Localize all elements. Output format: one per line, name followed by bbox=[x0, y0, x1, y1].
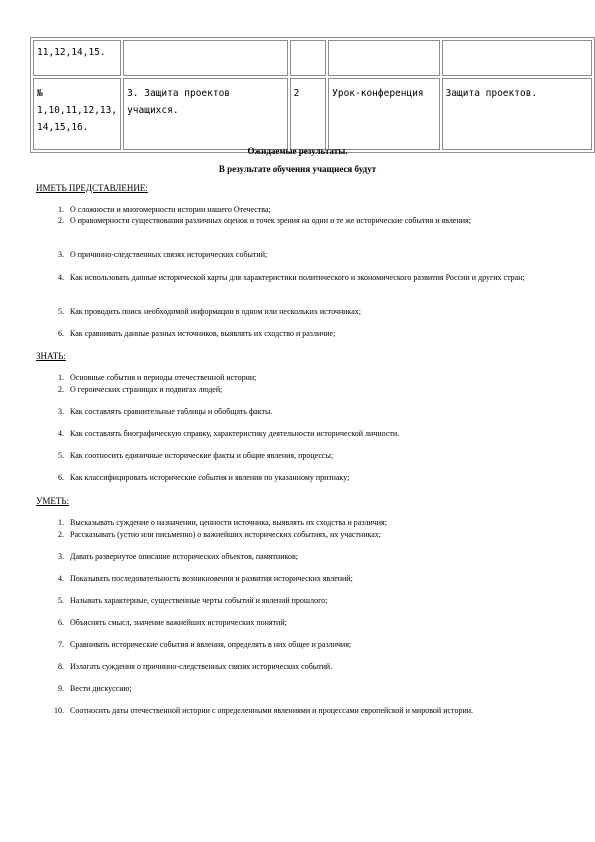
item-text: Как классифицировать исторические события и явления по указанному признаку; bbox=[70, 473, 350, 482]
lesson-plan-table bbox=[30, 37, 595, 153]
table-cell-lesson-type: Урок-конференция bbox=[328, 78, 439, 150]
item-text: Показывать последовательность возникновения и развития исторических явлений; bbox=[70, 574, 353, 583]
item-text: Как проводить поиск необходимой информации в одном или нескольких источниках; bbox=[70, 307, 361, 316]
item-text: Высказывать суждение о назначении, ценности источника, выявлять их сходства и различия; bbox=[70, 518, 387, 527]
item-text: Как использовать данные исторической карты для характеристики политического и экономического развития России и других стран; bbox=[70, 273, 525, 282]
item-number: 4. bbox=[58, 273, 64, 282]
item-number: 2. bbox=[58, 216, 64, 225]
item-number: 9. bbox=[58, 684, 64, 693]
item-number: 5. bbox=[58, 307, 64, 316]
item-number: 3. bbox=[58, 250, 64, 259]
table-cell-lessons bbox=[33, 78, 121, 150]
item-number: 3. bbox=[58, 407, 64, 416]
table-row bbox=[33, 78, 592, 150]
section-subheading: В результате обучения учащиеся будут bbox=[218, 164, 377, 174]
section-title-represent: ИМЕТЬ ПРЕДСТАВЛЕНИЕ: bbox=[36, 183, 148, 193]
item-text: Как сравнивать данные разных источников, выявлять их сходство и различие; bbox=[70, 329, 336, 338]
item-text: Как соотносить единичные исторические факты и общие явления, процессы; bbox=[70, 451, 334, 460]
lesson-numbers-line: 1,10,11,12,13, bbox=[37, 105, 118, 116]
table-cell-topic: 3. Защита проектов учащихся. bbox=[123, 78, 287, 150]
item-text: Объяснять смысл, значение важнейших исторических понятий; bbox=[70, 618, 287, 627]
item-number: 6. bbox=[58, 473, 64, 482]
item-number: 5. bbox=[58, 451, 64, 460]
item-text: Называть характерные, существенные черты событий и явлений прошлого; bbox=[70, 596, 328, 605]
item-text: Излагать суждения о причинно-следственных связях исторических событий. bbox=[70, 662, 333, 671]
item-number: 1. bbox=[58, 373, 64, 382]
item-number: 7. bbox=[58, 640, 64, 649]
table-cell-activity bbox=[442, 40, 592, 76]
item-number: 5. bbox=[58, 596, 64, 605]
table-cell-lessons: 11,12,14,15. bbox=[33, 40, 121, 76]
lesson-number-sign: № bbox=[37, 88, 43, 99]
item-text: Сравнивать исторические события и явления, определять в них общее и различия; bbox=[70, 640, 352, 649]
item-number: 1. bbox=[58, 205, 64, 214]
item-text: Как составлять биографическую справку, характеристику деятельности исторической личности. bbox=[70, 429, 400, 438]
item-text: Рассказывать (устно или письменно) о важнейших исторических событиях, их участниках; bbox=[70, 530, 382, 539]
item-text: О правомерности существования различных оценок и точек зрения на одни и те же исторические события и явления; bbox=[70, 216, 471, 225]
table-row bbox=[33, 40, 592, 76]
item-number: 2. bbox=[58, 385, 64, 394]
item-number: 10. bbox=[54, 706, 64, 715]
table-cell-activity: Защита проектов. bbox=[442, 78, 592, 150]
item-text: Основные события и периоды отечественной истории; bbox=[70, 373, 257, 382]
item-text: Соотносить даты отечественной истории с определенными явлениями и процессами европейской и мировой истории. bbox=[70, 706, 473, 715]
item-number: 6. bbox=[58, 618, 64, 627]
item-number: 2. bbox=[58, 530, 64, 539]
item-text: О причинно-следственных связях исторических событий; bbox=[70, 250, 268, 259]
section-title-know: ЗНАТЬ: bbox=[36, 351, 66, 361]
table-cell-hours: 2 bbox=[290, 78, 327, 150]
item-number: 6. bbox=[58, 329, 64, 338]
lesson-numbers-line: 14,15,16. bbox=[37, 122, 89, 133]
item-number: 4. bbox=[58, 574, 64, 583]
item-text: Давать развернутое описание исторических объектов, памятников; bbox=[70, 552, 298, 561]
item-text: О героических страницах и подвигах людей; bbox=[70, 385, 223, 394]
item-text: О сложности и многомерности истории нашего Отечества; bbox=[70, 205, 271, 214]
section-heading: Ожидаемые результаты. bbox=[247, 146, 348, 156]
table-cell-hours bbox=[290, 40, 327, 76]
section-title-be-able: УМЕТЬ: bbox=[36, 496, 70, 506]
item-text: Как составлять сравнительные таблицы и обобщать факты. bbox=[70, 407, 273, 416]
table-cell-topic bbox=[123, 40, 287, 76]
item-number: 4. bbox=[58, 429, 64, 438]
table-cell-lesson-type bbox=[328, 40, 439, 76]
item-number: 3. bbox=[58, 552, 64, 561]
item-text: Вести дискуссию; bbox=[70, 684, 132, 693]
item-number: 1. bbox=[58, 518, 64, 527]
item-number: 8. bbox=[58, 662, 64, 671]
